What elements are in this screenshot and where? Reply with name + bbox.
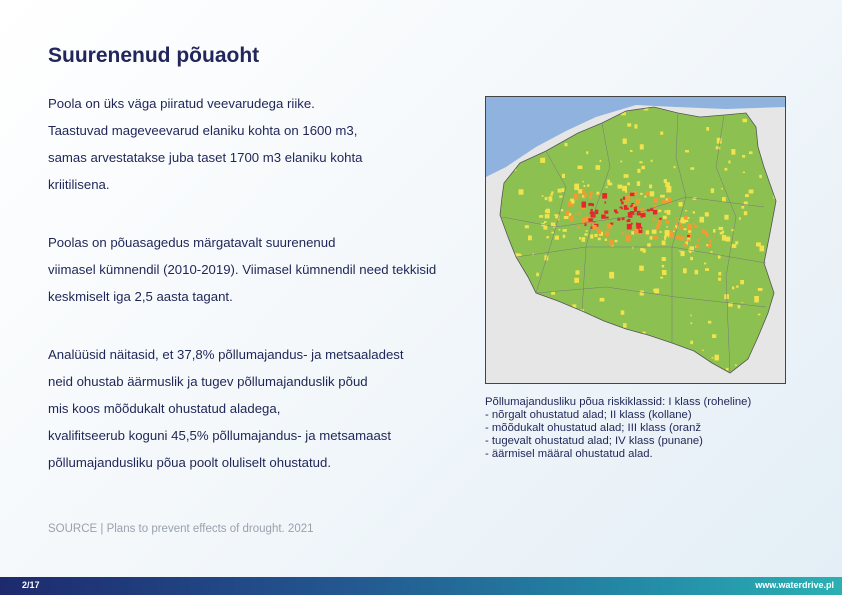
text-line: samas arvestatakse juba taset 1700 m3 elaniku kohta [48, 150, 363, 165]
risk-speckle [546, 209, 550, 214]
risk-speckle [558, 189, 562, 193]
risk-speckle [559, 196, 562, 198]
risk-speckle [641, 208, 645, 213]
risk-speckle [706, 127, 709, 131]
text-line: põllumajandusliku põua poolt oluliselt ohustatud. [48, 455, 331, 470]
risk-speckle [617, 199, 619, 200]
risk-speckle [574, 278, 579, 283]
risk-speckle [621, 202, 623, 205]
risk-speckle [690, 257, 693, 260]
risk-speckle [575, 214, 577, 216]
risk-speckle [586, 151, 588, 154]
risk-speckle [589, 195, 592, 199]
risk-speckle [705, 212, 709, 216]
risk-speckle [591, 215, 593, 217]
risk-speckle [592, 203, 594, 206]
risk-speckle [759, 175, 762, 178]
risk-speckle [637, 181, 640, 186]
slide-title: Suurenenud põuaoht [48, 44, 260, 67]
risk-speckle [717, 138, 722, 144]
risk-speckle [544, 255, 548, 260]
map-legend [485, 396, 785, 461]
risk-speckle [652, 230, 657, 234]
risk-speckle [700, 217, 705, 223]
risk-speckle [659, 218, 662, 220]
risk-speckle [584, 233, 587, 235]
risk-speckle [758, 288, 763, 291]
risk-speckle [687, 235, 690, 237]
risk-speckle [740, 280, 744, 284]
risk-speckle [542, 195, 544, 197]
risk-speckle [649, 185, 652, 189]
legend-line: - mõõdukalt ohustatud alad; III klass (oranž [485, 422, 702, 434]
risk-speckle [597, 236, 599, 237]
text-line: Poolas on põuasagedus märgatavalt suurenenud [48, 235, 336, 250]
risk-speckle [605, 239, 607, 241]
risk-speckle [690, 315, 692, 317]
risk-speckle [641, 166, 645, 169]
risk-speckle [684, 228, 687, 230]
risk-speckle [658, 210, 661, 212]
risk-speckle [697, 239, 699, 242]
risk-speckle [660, 231, 662, 233]
risk-speckle [664, 238, 666, 240]
risk-speckle [670, 230, 672, 231]
risk-speckle [630, 205, 632, 207]
risk-speckle [630, 150, 633, 152]
risk-speckle [713, 229, 716, 233]
risk-speckle [722, 235, 726, 241]
website-link[interactable]: www.waterdrive.pl [755, 580, 834, 590]
risk-speckle [718, 255, 721, 259]
risk-speckle [608, 183, 613, 186]
risk-speckle [702, 350, 704, 351]
risk-speckle [621, 310, 625, 314]
risk-speckle [604, 211, 608, 214]
risk-speckle [620, 161, 622, 163]
risk-speckle [710, 251, 712, 253]
risk-speckle [620, 199, 622, 202]
risk-speckle [666, 186, 671, 193]
risk-speckle [578, 166, 583, 169]
risk-speckle [754, 296, 759, 302]
risk-speckle [662, 265, 665, 268]
risk-speckle [715, 355, 719, 361]
risk-speckle [623, 139, 627, 144]
risk-speckle [578, 189, 582, 193]
risk-speckle [600, 160, 602, 162]
risk-speckle [742, 302, 744, 303]
risk-speckle [673, 227, 676, 230]
risk-speckle [656, 225, 660, 229]
risk-speckle [683, 268, 687, 273]
risk-speckle [549, 196, 553, 201]
risk-speckle [640, 144, 644, 149]
poland-map-image [486, 97, 785, 383]
risk-speckle [662, 270, 667, 275]
text-line: keskmiselt iga 2,5 aasta tagant. [48, 289, 233, 304]
risk-speckle [598, 194, 600, 196]
risk-speckle [688, 227, 691, 229]
risk-speckle [590, 234, 593, 238]
risk-speckle [696, 244, 699, 248]
risk-speckle [636, 199, 640, 205]
risk-speckle [695, 270, 699, 275]
risk-speckle [650, 191, 655, 196]
text-line: Analüüsid näitasid, et 37,8% põllumajandus- ja metsaaladest [48, 347, 404, 362]
risk-speckle [647, 243, 651, 247]
risk-speckle [626, 208, 629, 210]
risk-speckle [721, 188, 723, 190]
risk-speckle [728, 161, 730, 164]
risk-speckle [690, 167, 694, 170]
risk-speckle [639, 161, 642, 163]
risk-speckle [674, 166, 676, 168]
risk-speckle [650, 236, 653, 239]
risk-speckle [602, 193, 607, 199]
legend-line: Põllumajandusliku põua riskiklassid: I klass (roheline) [485, 396, 752, 408]
text-line: viimasel kümnendil (2010-2019). Viimasel kümnendil need tekkisid [48, 262, 437, 277]
risk-speckle [653, 289, 658, 292]
risk-speckle [679, 236, 684, 240]
risk-speckle [563, 229, 567, 232]
risk-speckle [662, 241, 666, 246]
risk-speckle [577, 226, 580, 229]
risk-speckle [654, 236, 659, 240]
legend-line: - äärmisel määral ohustatud alad. [485, 448, 653, 460]
risk-speckle [636, 223, 639, 226]
risk-speckle [544, 221, 547, 223]
risk-speckle [660, 195, 665, 198]
risk-speckle [688, 240, 690, 242]
risk-speckle [582, 202, 587, 208]
risk-speckle [706, 244, 708, 246]
risk-speckle [679, 251, 681, 252]
risk-speckle [610, 223, 612, 225]
risk-speckle [676, 218, 678, 220]
risk-speckle [744, 202, 748, 205]
risk-speckle [712, 334, 716, 338]
risk-speckle [606, 217, 609, 219]
risk-speckle [735, 364, 737, 366]
risk-speckle [563, 235, 566, 238]
risk-speckle [664, 179, 667, 183]
risk-speckle [640, 193, 643, 195]
risk-speckle [712, 357, 714, 359]
risk-speckle [584, 223, 586, 226]
risk-speckle [687, 217, 689, 219]
risk-speckle [624, 203, 627, 205]
risk-speckle [639, 266, 644, 271]
risk-speckle [562, 174, 565, 178]
risk-speckle [676, 236, 680, 239]
drought-risk-map [485, 96, 786, 384]
risk-speckle [725, 168, 728, 171]
risk-speckle [718, 278, 721, 281]
risk-speckle [716, 146, 721, 149]
risk-speckle [577, 212, 580, 214]
risk-speckle [738, 305, 741, 308]
risk-speckle [704, 263, 706, 265]
risk-speckle [661, 200, 666, 203]
risk-speckle [519, 189, 524, 194]
risk-speckle [668, 197, 671, 201]
risk-speckle [627, 197, 630, 199]
risk-speckle [718, 272, 721, 276]
risk-speckle [690, 341, 693, 344]
risk-speckle [679, 202, 683, 206]
risk-speckle [680, 226, 684, 229]
risk-speckle [626, 235, 631, 242]
risk-speckle [545, 214, 550, 218]
risk-speckle [745, 194, 749, 197]
risk-speckle [665, 230, 670, 236]
risk-speckle [676, 223, 679, 226]
text-line: Taastuvad mageveevarud elaniku kohta on 1600 m3, [48, 123, 358, 138]
risk-speckle [622, 186, 627, 191]
risk-speckle [623, 323, 627, 328]
risk-speckle [605, 231, 609, 237]
risk-speckle [609, 240, 614, 246]
risk-speckle [743, 172, 745, 174]
risk-speckle [561, 209, 563, 211]
risk-speckle [640, 248, 644, 251]
risk-speckle [583, 181, 585, 183]
risk-speckle [693, 211, 695, 213]
risk-speckle [582, 237, 586, 242]
risk-speckle [749, 190, 754, 194]
risk-speckle [591, 209, 593, 212]
risk-speckle [726, 368, 728, 371]
risk-speckle [614, 209, 617, 212]
risk-speckle [742, 155, 745, 158]
risk-speckle [559, 229, 561, 231]
risk-speckle [634, 209, 637, 212]
risk-speckle [666, 226, 668, 228]
risk-speckle [551, 292, 555, 295]
risk-speckle [627, 224, 632, 230]
risk-speckle [694, 226, 698, 228]
risk-speckle [732, 244, 737, 248]
risk-speckle [551, 232, 554, 234]
risk-speckle [606, 186, 608, 188]
risk-speckle [744, 211, 747, 215]
risk-speckle [545, 197, 548, 200]
risk-speckle [601, 215, 605, 219]
risk-speckle [685, 220, 688, 222]
risk-speckle [719, 227, 724, 230]
risk-speckle [565, 143, 568, 146]
risk-speckle [536, 273, 539, 277]
risk-speckle [627, 183, 630, 186]
paragraph-water-resources [48, 90, 478, 198]
risk-speckle [540, 158, 545, 163]
text-line: mis koos mõõdukalt ohustatud aladega, [48, 401, 281, 416]
risk-speckle [665, 220, 669, 223]
risk-speckle [722, 231, 724, 234]
paragraph-drought-frequency [48, 229, 478, 310]
risk-speckle [708, 321, 711, 324]
risk-speckle [628, 219, 631, 222]
risk-speckle [681, 251, 685, 256]
text-line: kriitilisena. [48, 177, 110, 192]
page-number: 2/17 [22, 580, 40, 590]
risk-speckle [528, 236, 532, 241]
risk-speckle [731, 149, 735, 155]
risk-speckle [736, 286, 739, 288]
risk-speckle [551, 191, 553, 193]
risk-speckle [654, 198, 659, 202]
paragraph-analysis [48, 341, 478, 476]
risk-speckle [709, 239, 712, 242]
risk-speckle [568, 202, 572, 207]
risk-speckle [576, 270, 580, 274]
text-line: kvalifitseerub koguni 45,5% põllumajandus- ja metsamaast [48, 428, 392, 443]
risk-speckle [665, 217, 667, 219]
risk-speckle [618, 185, 623, 189]
risk-speckle [673, 231, 675, 232]
risk-speckle [607, 224, 612, 229]
risk-speckle [637, 169, 640, 173]
risk-speckle [664, 236, 667, 238]
text-line: neid ohustab äärmuslik ja tugev põllumajanduslik põud [48, 374, 368, 389]
risk-speckle [631, 231, 634, 234]
risk-speckle [585, 230, 588, 232]
risk-speckle [653, 210, 657, 215]
risk-speckle [693, 197, 697, 200]
risk-speckle [646, 230, 649, 234]
risk-speckle [621, 208, 623, 210]
text-line: Poola on üks väga piiratud veevarudega riike. [48, 96, 315, 111]
risk-speckle [640, 228, 642, 230]
risk-speckle [624, 174, 629, 178]
risk-speckle [564, 216, 569, 219]
risk-speckle [667, 210, 671, 215]
risk-speckle [590, 191, 593, 193]
risk-speckle [592, 225, 597, 230]
risk-speckle [722, 197, 726, 202]
risk-speckle [621, 232, 624, 234]
risk-speckle [600, 298, 605, 302]
risk-speckle [644, 196, 646, 198]
risk-speckle [561, 188, 564, 192]
risk-speckle [749, 151, 753, 154]
risk-speckle [634, 229, 639, 234]
risk-speckle [587, 184, 589, 186]
risk-speckle [691, 322, 693, 324]
risk-speckle [596, 165, 601, 170]
risk-speckle [628, 230, 630, 232]
risk-speckle [741, 206, 744, 209]
risk-speckle [640, 291, 644, 296]
risk-speckle [630, 193, 635, 197]
risk-speckle [743, 119, 748, 123]
risk-speckle [584, 193, 588, 197]
risk-speckle [574, 194, 579, 200]
risk-speckle [684, 216, 687, 219]
risk-speckle [699, 237, 701, 239]
risk-speckle [539, 215, 543, 218]
risk-speckle [609, 272, 614, 279]
risk-speckle [739, 217, 741, 219]
legend-line: - nõrgalt ohustatud alad; II klass (kollane) [485, 409, 692, 421]
risk-speckle [760, 246, 765, 252]
risk-speckle [584, 185, 586, 187]
risk-speckle [664, 210, 666, 213]
risk-speckle [758, 314, 761, 316]
risk-speckle [595, 235, 597, 237]
risk-speckle [685, 150, 689, 152]
risk-speckle [615, 240, 618, 242]
risk-speckle [688, 230, 691, 233]
risk-speckle [627, 123, 631, 126]
risk-speckle [657, 220, 662, 225]
risk-speckle [574, 184, 579, 191]
risk-speckle [666, 198, 668, 200]
risk-speckle [735, 241, 738, 244]
risk-speckle [646, 191, 649, 195]
risk-speckle [633, 204, 635, 207]
risk-speckle [653, 218, 655, 221]
risk-speckle [732, 287, 734, 290]
risk-speckle [597, 230, 601, 235]
risk-speckle [598, 238, 601, 241]
risk-speckle [570, 216, 574, 222]
risk-speckle [713, 236, 715, 237]
risk-speckle [660, 277, 663, 279]
risk-speckle [579, 237, 581, 240]
risk-speckle [555, 236, 559, 240]
risk-speckle [705, 268, 709, 271]
risk-speckle [662, 257, 666, 261]
risk-speckle [546, 236, 549, 238]
risk-speckle [660, 132, 663, 135]
risk-speckle [693, 223, 695, 225]
footer-bar [0, 577, 842, 595]
risk-speckle [623, 197, 625, 200]
legend-line: - tugevalt ohustatud alad; IV klass (punane) [485, 435, 703, 447]
risk-speckle [683, 244, 687, 247]
risk-speckle [711, 188, 714, 193]
risk-speckle [634, 124, 637, 128]
risk-speckle [543, 223, 545, 224]
source-note: SOURCE | Plans to prevent effects of drought. 2021 [48, 523, 314, 535]
risk-speckle [520, 254, 522, 257]
risk-speckle [724, 215, 728, 220]
risk-speckle [550, 194, 553, 196]
risk-speckle [556, 215, 558, 217]
risk-speckle [651, 160, 653, 162]
risk-speckle [704, 231, 708, 235]
risk-speckle [525, 225, 529, 228]
risk-speckle [685, 210, 687, 211]
risk-speckle [669, 232, 674, 238]
risk-speckle [605, 201, 607, 203]
